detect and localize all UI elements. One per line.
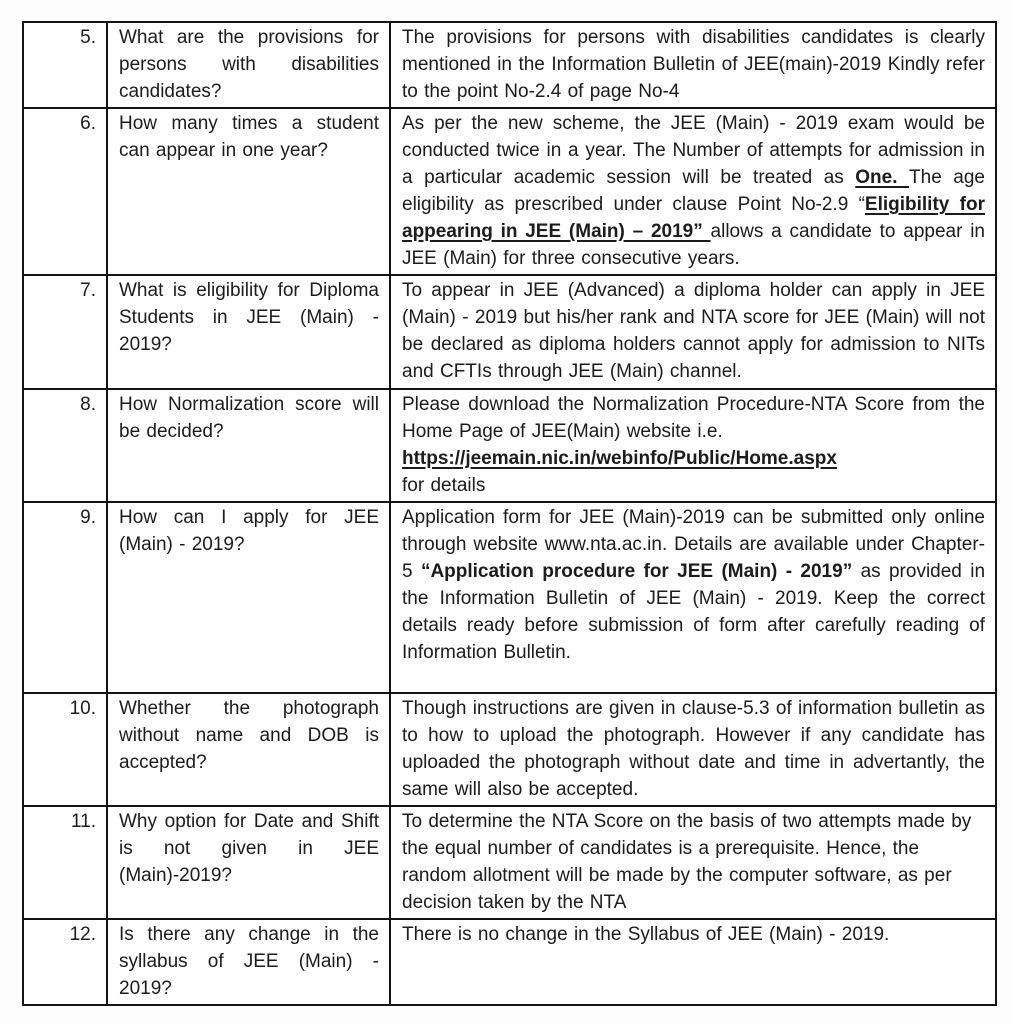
faq-table-body <box>23 22 996 1005</box>
answer-text: There is no change in the Syllabus of JEE (Main) - 2019. <box>402 924 890 945</box>
row-number-cell: 7. <box>23 275 107 389</box>
answer-text: As per the new scheme, the JEE (Main) - 2019 exam would be conducted twice in a year. The Number of attempts for admission in a particular academic session will be treated as <box>402 113 985 188</box>
answer-text: Application form for JEE (Main)-2019 can be submitted only online through website www.nta.ac.in. Details are available under Chapter-5 <box>402 507 985 582</box>
row-number-cell: 6. <box>23 108 107 275</box>
answer-cell <box>390 108 996 275</box>
answer-text: for details <box>402 475 486 496</box>
answer-cell <box>390 919 996 1005</box>
answer-cell <box>390 275 996 389</box>
answer-text: One. <box>855 167 910 188</box>
question-cell: How many times a student can appear in one year? <box>107 108 390 275</box>
question-cell: How can I apply for JEE (Main) - 2019? <box>107 502 390 693</box>
table-row <box>23 275 996 389</box>
faq-document <box>22 21 995 1006</box>
answer-text: Please download the Normalization Procedure-NTA Score from the Home Page of JEE(Main) website i.e. <box>402 394 985 442</box>
table-row <box>23 919 996 1005</box>
question-cell: Whether the photograph without name and DOB is accepted? <box>107 693 390 806</box>
answer-text: Eligibility for appearing in JEE (Main) – 2019” <box>402 194 985 242</box>
question-cell: Is there any change in the syllabus of JEE (Main) - 2019? <box>107 919 390 1005</box>
url-text: https://jeemain.nic.in/webinfo/Public/Home.aspx <box>402 448 837 469</box>
row-number-cell: 8. <box>23 389 107 502</box>
answer-text: The provisions for persons with disabilities candidates is clearly mentioned in the Information Bulletin of JEE(main)-2019 Kindly refer to the point No-2.4 of page No-4 <box>402 27 985 102</box>
answer-cell <box>390 502 996 693</box>
answer-cell <box>390 693 996 806</box>
answer-cell <box>390 806 996 919</box>
answer-text: “Application procedure for JEE (Main) - 2019” <box>420 561 861 582</box>
row-number-cell: 12. <box>23 919 107 1005</box>
table-row <box>23 502 996 693</box>
question-cell: What are the provisions for persons with disabilities candidates? <box>107 22 390 108</box>
answer-text: The age eligibility as prescribed under clause Point No-2.9 “ <box>402 167 985 215</box>
table-row <box>23 693 996 806</box>
table-row <box>23 389 996 502</box>
question-cell: What is eligibility for Diploma Students in JEE (Main) - 2019? <box>107 275 390 389</box>
question-cell: How Normalization score will be decided? <box>107 389 390 502</box>
table-row <box>23 806 996 919</box>
faq-table <box>22 21 997 1006</box>
table-row <box>23 22 996 108</box>
answer-cell <box>390 22 996 108</box>
row-number-cell: 9. <box>23 502 107 693</box>
answer-text: allows a candidate to appear in JEE (Main) for three consecutive years. <box>402 221 985 269</box>
table-row <box>23 108 996 275</box>
answer-text: To appear in JEE (Advanced) a diploma holder can apply in JEE (Main) - 2019 but his/her rank and NTA score for JEE (Main) will not be declared as diploma holders cannot apply for admission to NITs and CFTIs through JEE (Main) channel. <box>402 280 985 382</box>
answer-text: as provided in the Information Bulletin of JEE (Main) - 2019. Keep the correct details ready before submission of form after carefully reading of Information Bulletin. <box>402 561 986 663</box>
row-number-cell: 5. <box>23 22 107 108</box>
answer-text: Though instructions are given in clause-5.3 of information bulletin as to how to upload the photograph. However if any candidate has uploaded the photograph without date and time in advertantly, the same will also be accepted. <box>402 698 985 800</box>
row-number-cell: 10. <box>23 693 107 806</box>
answer-cell <box>390 389 996 502</box>
question-cell: Why option for Date and Shift is not given in JEE (Main)-2019? <box>107 806 390 919</box>
answer-text: To determine the NTA Score on the basis of two attempts made by the equal number of candidates is a prerequisite. Hence, the random allotment will be made by the computer software, as per decision taken by the NTA <box>402 811 972 913</box>
row-number-cell: 11. <box>23 806 107 919</box>
